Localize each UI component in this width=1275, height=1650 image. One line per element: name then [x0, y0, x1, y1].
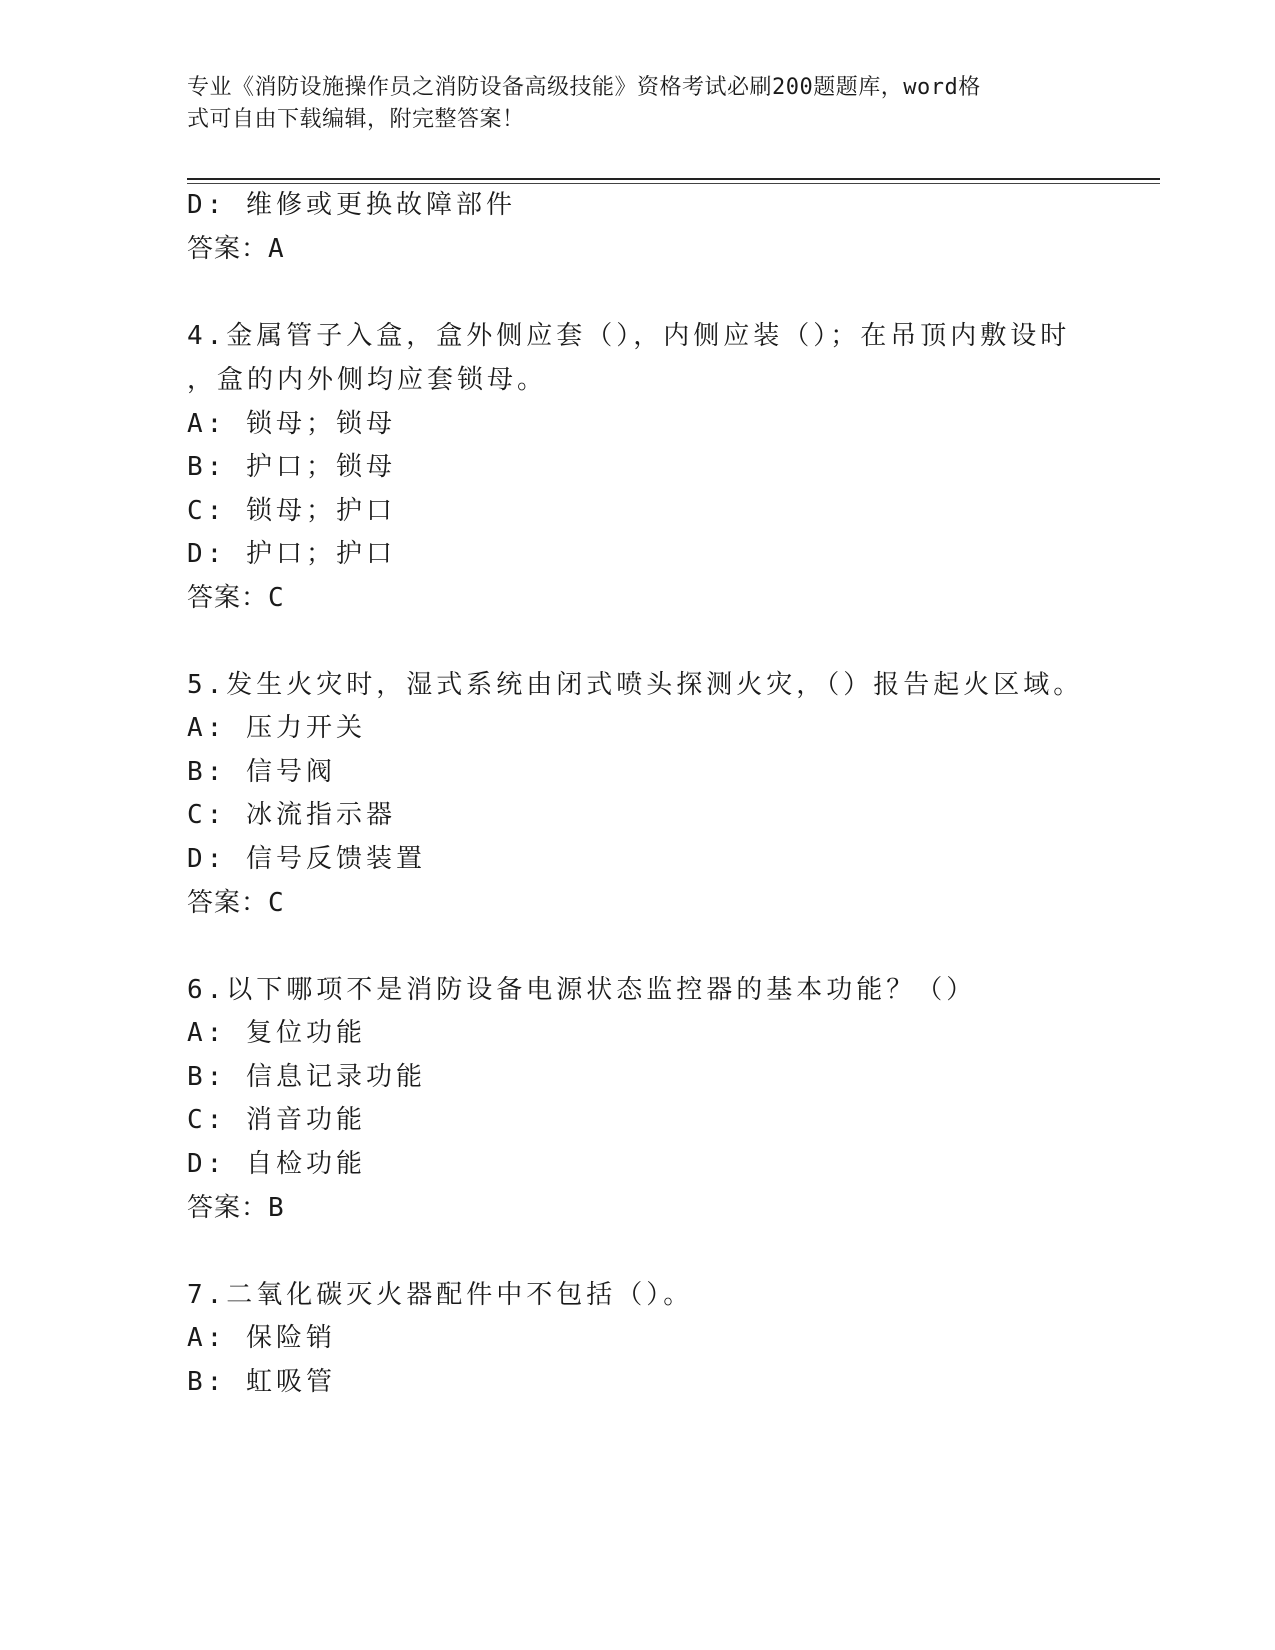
q4-option-d: D: 护口；护口	[187, 539, 396, 569]
q6-option-c: C: 消音功能	[187, 1105, 366, 1135]
q5-option-a: A: 压力开关	[187, 713, 366, 743]
q7-stem-line-1: 7.二氧化碳灭火器配件中不包括（）。	[187, 1280, 694, 1310]
header-line-2: 式可自由下载编辑，附完整答案！	[187, 107, 525, 132]
prev-option-d: D: 维修或更换故障部件	[187, 190, 516, 220]
q4-stem-line-1: 4.金属管子入盒，盒外侧应套（），内侧应装（）；在吊顶内敷设时	[187, 321, 1071, 351]
q6-option-b: B: 信息记录功能	[187, 1062, 426, 1092]
q5-option-b: B: 信号阀	[187, 757, 336, 787]
q5-answer: 答案：C	[187, 888, 285, 918]
q5-option-d: D: 信号反馈装置	[187, 844, 426, 874]
q4-stem-line-2: ，盒的内外侧均应套锁母。	[187, 365, 548, 395]
q4-option-a: A: 锁母；锁母	[187, 409, 396, 439]
q6-answer: 答案：B	[187, 1193, 285, 1223]
q4-option-b: B: 护口；锁母	[187, 452, 396, 482]
prev-answer: 答案：A	[187, 234, 285, 264]
header-rule-thin	[187, 183, 1160, 184]
q5-option-c: C: 冰流指示器	[187, 800, 396, 830]
q7-option-b: B: 虹吸管	[187, 1367, 336, 1397]
document-header	[187, 72, 1087, 136]
q6-stem-line-1: 6.以下哪项不是消防设备电源状态监控器的基本功能？（）	[187, 975, 977, 1005]
header-rule-thick	[187, 178, 1160, 180]
q4-option-c: C: 锁母；护口	[187, 496, 396, 526]
q6-option-a: A: 复位功能	[187, 1018, 366, 1048]
q7-option-a: A: 保险销	[187, 1323, 336, 1353]
q4-answer: 答案：C	[187, 583, 285, 613]
q6-option-d: D: 自检功能	[187, 1149, 366, 1179]
q5-stem-line-1: 5.发生火灾时，湿式系统由闭式喷头探测火灾，（）报告起火区域。	[187, 670, 1084, 700]
header-line-1: 专业《消防设施操作员之消防设备高级技能》资格考试必刷200题题库，word格	[187, 75, 981, 100]
